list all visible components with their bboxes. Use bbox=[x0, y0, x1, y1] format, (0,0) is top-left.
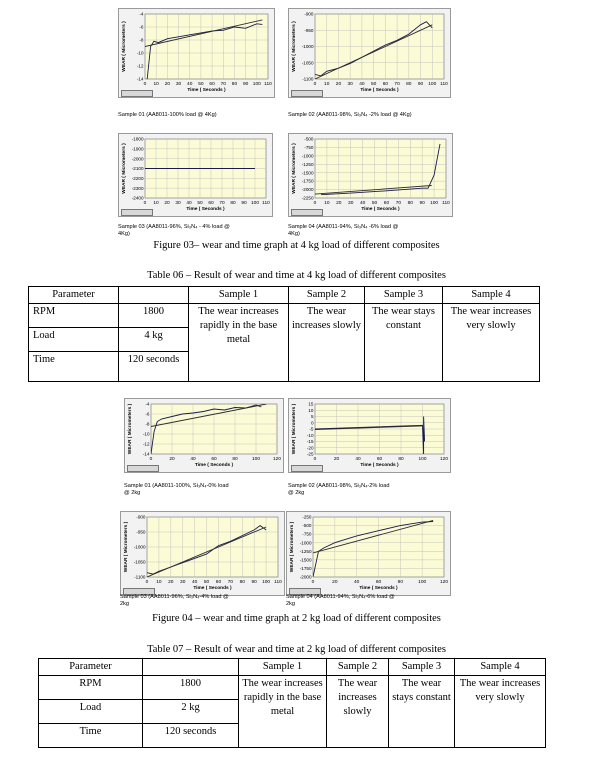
table-cell: Load bbox=[39, 700, 143, 724]
x-tick-label: 50 bbox=[197, 201, 203, 206]
sample-caption-line: Sample 02 (AA8011-98%, Si₃N₄ -2% load @ 4Kg) bbox=[288, 112, 412, 118]
y-tick-label: -14 bbox=[136, 76, 144, 82]
chart-panel bbox=[288, 133, 453, 217]
x-tick-label: 90 bbox=[241, 201, 247, 206]
y-tick-label: -15 bbox=[306, 439, 314, 445]
x-tick-label: 80 bbox=[239, 580, 245, 585]
x-tick-label: 20 bbox=[168, 580, 174, 585]
wear-time-chart bbox=[121, 512, 284, 595]
x-tick-label: 0 bbox=[145, 580, 149, 585]
x-tick-label: 90 bbox=[251, 580, 257, 585]
sample-caption-line: Sample 01 (AA8011-100%, Si₃N₄-0% load bbox=[124, 483, 229, 489]
sample-caption bbox=[118, 224, 230, 238]
x-tick-label: 40 bbox=[359, 82, 365, 87]
y-tick-label: -1250 bbox=[299, 548, 312, 554]
x-tick-label: 10 bbox=[153, 201, 159, 206]
x-tick-label: 30 bbox=[347, 82, 353, 87]
chart-panel bbox=[288, 8, 451, 98]
x-axis-label: Time ( Seconds ) bbox=[360, 88, 399, 93]
x-tick-label: 40 bbox=[191, 580, 198, 585]
y-tick-label: -950 bbox=[136, 529, 146, 535]
y-tick-label: -2100 bbox=[131, 166, 144, 172]
table-cell: 2 kg bbox=[143, 700, 239, 724]
y-tick-label: -20 bbox=[306, 445, 314, 451]
x-tick-label: 80 bbox=[406, 82, 412, 87]
x-tick-label: 60 bbox=[215, 580, 222, 585]
y-tick-label: -2200 bbox=[131, 175, 144, 181]
table-row bbox=[29, 287, 540, 304]
x-tick-label: 90 bbox=[419, 201, 425, 206]
table-cell: 1800 bbox=[143, 676, 239, 700]
table-cell: 1800 bbox=[119, 304, 189, 328]
x-tick-label: 110 bbox=[262, 201, 270, 206]
chart-panel bbox=[288, 398, 451, 473]
x-tick-label: 100 bbox=[428, 82, 437, 87]
y-tick-label: -2400 bbox=[131, 195, 144, 201]
x-tick-label: 50 bbox=[370, 82, 377, 87]
y-tick-label: -25 bbox=[306, 451, 314, 457]
sample-caption bbox=[118, 112, 217, 119]
table-cell: The wear stays constant bbox=[389, 676, 455, 748]
x-axis-label: Time ( Seconds ) bbox=[193, 586, 232, 591]
x-tick-label: 100 bbox=[262, 580, 271, 585]
y-tick-label: -10 bbox=[142, 431, 150, 437]
x-tick-label: 90 bbox=[242, 82, 249, 87]
y-tick-label: 0 bbox=[310, 420, 314, 426]
y-axis-label: WEAR ( Micrometers ) bbox=[122, 143, 127, 194]
x-tick-label: 60 bbox=[208, 201, 214, 206]
table-header-cell: Sample 1 bbox=[189, 287, 289, 304]
table-header-cell: Sample 3 bbox=[365, 287, 443, 304]
x-tick-label: 10 bbox=[156, 580, 162, 585]
y-tick-label: -4 bbox=[139, 11, 144, 17]
y-tick-label: -1750 bbox=[301, 178, 314, 184]
x-tick-label: 0 bbox=[311, 580, 315, 585]
y-tick-label: -900 bbox=[136, 514, 146, 520]
x-tick-label: 100 bbox=[430, 201, 439, 206]
x-tick-label: 70 bbox=[394, 82, 400, 87]
x-tick-label: 30 bbox=[348, 201, 354, 206]
x-tick-label: 80 bbox=[407, 201, 413, 206]
x-tick-label: 80 bbox=[230, 201, 236, 206]
table-header-cell: Sample 2 bbox=[327, 659, 389, 676]
y-axis-label: WEAR ( Micrometers ) bbox=[290, 521, 295, 573]
x-tick-label: 20 bbox=[164, 201, 170, 206]
x-tick-label: 60 bbox=[375, 580, 382, 585]
y-tick-label: -1800 bbox=[131, 136, 144, 142]
y-axis-label: WEAR ( Micrometers ) bbox=[292, 143, 297, 194]
table-header-cell: Parameter bbox=[39, 659, 143, 676]
table-cell: RPM bbox=[29, 304, 119, 328]
x-tick-label: 110 bbox=[442, 201, 450, 206]
table-cell: 120 seconds bbox=[143, 724, 239, 748]
y-axis-label: WEAR ( Micrometers ) bbox=[292, 403, 297, 455]
x-tick-label: 30 bbox=[175, 201, 181, 206]
x-tick-label: 40 bbox=[359, 201, 366, 206]
graph-palette-control[interactable] bbox=[291, 209, 323, 216]
y-tick-label: -2300 bbox=[131, 185, 144, 191]
x-tick-label: 100 bbox=[252, 82, 261, 87]
wear-time-chart bbox=[287, 512, 450, 595]
x-tick-label: 60 bbox=[209, 82, 215, 87]
x-tick-label: 120 bbox=[272, 457, 282, 462]
x-tick-label: 20 bbox=[333, 457, 340, 462]
y-tick-label: -1050 bbox=[133, 559, 146, 565]
table-cell: The wear increases very slowly bbox=[443, 304, 540, 382]
table-cell: The wear stays constant bbox=[365, 304, 443, 382]
sample-caption bbox=[286, 594, 395, 608]
x-tick-label: 30 bbox=[175, 82, 182, 87]
sample-caption-line: Sample 02 (AA8011-98%, Si₃N₄-2% load bbox=[288, 483, 390, 489]
x-tick-label: 20 bbox=[332, 580, 338, 585]
y-tick-label: -2000 bbox=[301, 187, 314, 193]
sample-caption-line: @ 2kg bbox=[288, 490, 305, 496]
table-header-cell: Sample 3 bbox=[389, 659, 455, 676]
x-tick-label: 90 bbox=[417, 82, 424, 87]
x-tick-label: 80 bbox=[232, 457, 238, 462]
table-cell: The wear increases slowly bbox=[289, 304, 365, 382]
sample-caption bbox=[288, 483, 389, 497]
x-tick-label: 80 bbox=[398, 457, 404, 462]
wear-time-chart bbox=[119, 134, 272, 216]
y-tick-label: -1000 bbox=[301, 44, 314, 50]
sample-caption-line: 2kg bbox=[120, 601, 130, 607]
y-tick-label: -10 bbox=[306, 432, 314, 438]
table-cell: The wear increases rapidly in the base metal bbox=[189, 304, 289, 382]
y-tick-label: -8 bbox=[139, 37, 144, 43]
x-tick-label: 70 bbox=[227, 580, 234, 585]
y-axis-label: WEAR ( Micrometers ) bbox=[122, 21, 127, 72]
x-axis-label: Time ( Seconds ) bbox=[187, 88, 226, 93]
table-07 bbox=[38, 658, 546, 748]
table-header-cell: Sample 2 bbox=[289, 287, 365, 304]
wear-time-chart bbox=[119, 9, 274, 97]
x-axis-label: Time ( Seconds ) bbox=[194, 463, 234, 468]
x-tick-label: 100 bbox=[418, 457, 427, 462]
y-tick-label: -14 bbox=[142, 451, 150, 457]
y-tick-label: -1750 bbox=[299, 566, 312, 572]
table-cell: 120 seconds bbox=[119, 352, 189, 382]
x-tick-label: 120 bbox=[439, 457, 449, 462]
table-header-cell: Sample 4 bbox=[455, 659, 546, 676]
sample-caption-line: Sample 04 (AA8011-94%, Si₃N₄-6% load @ bbox=[286, 594, 395, 600]
y-tick-label: -1500 bbox=[299, 557, 312, 563]
x-tick-label: 0 bbox=[313, 82, 317, 87]
y-tick-label: -1050 bbox=[301, 60, 314, 66]
y-tick-label: -1900 bbox=[131, 146, 144, 152]
y-tick-label: -500 bbox=[302, 523, 312, 529]
y-tick-label: -4 bbox=[145, 401, 150, 407]
x-tick-label: 0 bbox=[313, 457, 317, 462]
wear-time-chart bbox=[125, 399, 283, 472]
y-tick-label: 10 bbox=[308, 407, 314, 413]
x-tick-label: 110 bbox=[440, 82, 448, 87]
sample-caption-line: Sample 04 (AA8011-94%, Si₃N₄ -6% load @ bbox=[288, 224, 399, 230]
x-axis-label: Time ( Seconds ) bbox=[186, 207, 225, 212]
y-tick-label: -750 bbox=[302, 531, 312, 537]
x-tick-label: 100 bbox=[250, 201, 260, 206]
table-cell: Time bbox=[29, 352, 119, 382]
wear-time-chart bbox=[289, 134, 452, 216]
x-tick-label: 60 bbox=[211, 457, 217, 462]
x-tick-label: 70 bbox=[220, 82, 226, 87]
chart-panel bbox=[286, 511, 451, 596]
x-tick-label: 0 bbox=[143, 82, 147, 87]
x-tick-label: 80 bbox=[231, 82, 238, 87]
sample-caption bbox=[120, 594, 229, 608]
y-tick-label: -1000 bbox=[299, 540, 312, 546]
chart-panel bbox=[120, 511, 285, 596]
x-tick-label: 40 bbox=[187, 82, 193, 87]
y-tick-label: -1100 bbox=[134, 574, 146, 580]
x-axis-label: Time ( Seconds ) bbox=[360, 463, 399, 468]
sample-caption-line: Sample 01 (AA8011-100% load @ 4Kg) bbox=[118, 112, 217, 118]
x-tick-label: 80 bbox=[397, 580, 404, 585]
sample-caption bbox=[288, 112, 412, 119]
y-tick-label: -950 bbox=[304, 27, 314, 33]
x-tick-label: 30 bbox=[180, 580, 186, 585]
graph-palette-control[interactable] bbox=[291, 465, 323, 472]
table-row bbox=[39, 659, 546, 676]
y-tick-label: -2000 bbox=[131, 156, 144, 162]
y-tick-label: -6 bbox=[145, 411, 150, 417]
wear-time-chart bbox=[289, 9, 450, 97]
table-cell: Time bbox=[39, 724, 143, 748]
chart-panel bbox=[118, 133, 273, 217]
graph-palette-control[interactable] bbox=[121, 90, 153, 97]
y-tick-label: -5 bbox=[309, 426, 314, 432]
x-tick-label: 50 bbox=[371, 201, 378, 206]
table-cell: RPM bbox=[39, 676, 143, 700]
table-header-cell bbox=[143, 659, 239, 676]
y-tick-label: -8 bbox=[145, 421, 150, 427]
graph-palette-control[interactable] bbox=[127, 465, 159, 472]
y-tick-label: -12 bbox=[142, 441, 150, 447]
x-tick-label: 40 bbox=[186, 201, 192, 206]
x-tick-label: 0 bbox=[313, 201, 317, 206]
x-tick-label: 20 bbox=[164, 82, 171, 87]
table-07-caption: Table 07 – Result of wear and time at 2 kg load of different composites bbox=[147, 644, 446, 655]
y-axis-label: WEAR ( Micrometers ) bbox=[292, 21, 297, 72]
plot-area bbox=[145, 14, 268, 79]
y-tick-label: -1000 bbox=[133, 544, 146, 550]
table-06-caption: Table 06 – Result of wear and time at 4 kg load of different composites bbox=[147, 270, 446, 281]
table-header-cell: Sample 4 bbox=[443, 287, 540, 304]
x-tick-label: 120 bbox=[439, 580, 449, 585]
figure-04-caption: Figure 04 – wear and time graph at 2 kg load of different composites bbox=[152, 613, 441, 624]
graph-palette-control[interactable] bbox=[291, 90, 323, 97]
y-tick-label: 5 bbox=[310, 414, 314, 420]
x-tick-label: 20 bbox=[169, 457, 175, 462]
x-tick-label: 40 bbox=[190, 457, 196, 462]
table-cell: The wear increases rapidly in the base metal bbox=[239, 676, 327, 748]
table-header-cell: Parameter bbox=[29, 287, 119, 304]
x-tick-label: 20 bbox=[336, 201, 342, 206]
chart-panel bbox=[124, 398, 284, 473]
y-tick-label: -500 bbox=[304, 136, 314, 142]
x-tick-label: 70 bbox=[395, 201, 402, 206]
y-tick-label: 15 bbox=[308, 401, 314, 407]
x-tick-label: 0 bbox=[143, 201, 147, 206]
sample-caption-line: @ 2kg bbox=[124, 490, 141, 496]
x-tick-label: 10 bbox=[324, 82, 330, 87]
table-cell: The wear increases slowly bbox=[327, 676, 389, 748]
x-tick-label: 70 bbox=[219, 201, 225, 206]
y-tick-label: -1250 bbox=[301, 161, 314, 167]
x-tick-label: 0 bbox=[149, 457, 153, 462]
x-tick-label: 100 bbox=[418, 580, 427, 585]
x-tick-label: 50 bbox=[203, 580, 210, 585]
x-axis-label: Time ( Seconds ) bbox=[361, 207, 400, 212]
x-tick-label: 20 bbox=[335, 82, 342, 87]
y-tick-label: -2000 bbox=[299, 574, 312, 580]
wear-time-chart bbox=[289, 399, 450, 472]
y-tick-label: -1100 bbox=[302, 76, 314, 82]
y-tick-label: -10 bbox=[136, 50, 144, 56]
x-tick-label: 10 bbox=[153, 82, 159, 87]
table-row bbox=[29, 304, 540, 328]
table-06 bbox=[28, 286, 540, 382]
y-tick-label: -250 bbox=[302, 514, 312, 520]
x-tick-label: 60 bbox=[382, 82, 389, 87]
sample-caption-line: Sample 03 (AA8011-96%, Si₃N₄ - 4% load @ bbox=[118, 224, 230, 230]
table-cell: 4 kg bbox=[119, 328, 189, 352]
x-tick-label: 10 bbox=[324, 201, 330, 206]
y-tick-label: -750 bbox=[304, 145, 314, 151]
table-row bbox=[39, 676, 546, 700]
sample-caption bbox=[288, 224, 398, 238]
y-tick-label: -12 bbox=[136, 63, 144, 69]
x-tick-label: 110 bbox=[264, 82, 272, 87]
table-cell: The wear increases very slowly bbox=[455, 676, 546, 748]
x-tick-label: 110 bbox=[274, 580, 282, 585]
chart-panel bbox=[118, 8, 275, 98]
x-tick-label: 40 bbox=[353, 580, 360, 585]
figure-03-caption: Figure 03– wear and time graph at 4 kg load of different composites bbox=[153, 240, 440, 251]
x-tick-label: 50 bbox=[198, 82, 204, 87]
graph-palette-control[interactable] bbox=[121, 209, 153, 216]
sample-caption-line: Sample 03 (AA8011-96%, Si₃N₄-4% load @ bbox=[120, 594, 229, 600]
sample-caption-line: 4Kg) bbox=[118, 231, 130, 237]
y-tick-label: -6 bbox=[139, 24, 144, 30]
y-axis-label: WEAR ( Micrometers ) bbox=[128, 403, 133, 455]
sample-caption-line: 2kg bbox=[286, 601, 296, 607]
y-axis-label: WEAR ( Micrometers ) bbox=[124, 521, 129, 573]
x-tick-label: 40 bbox=[355, 457, 361, 462]
y-tick-label: -2250 bbox=[301, 195, 314, 201]
x-axis-label: Time ( Seconds ) bbox=[359, 586, 398, 591]
sample-caption bbox=[124, 483, 229, 497]
table-header-cell: Sample 1 bbox=[239, 659, 327, 676]
x-tick-label: 60 bbox=[383, 201, 390, 206]
x-tick-label: 100 bbox=[251, 457, 261, 462]
table-cell: Load bbox=[29, 328, 119, 352]
y-tick-label: -1000 bbox=[301, 153, 314, 159]
y-tick-label: -1500 bbox=[301, 170, 314, 176]
x-tick-label: 60 bbox=[376, 457, 383, 462]
table-header-cell bbox=[119, 287, 189, 304]
y-tick-label: -900 bbox=[304, 11, 314, 17]
sample-caption-line: 4Kg) bbox=[288, 231, 300, 237]
